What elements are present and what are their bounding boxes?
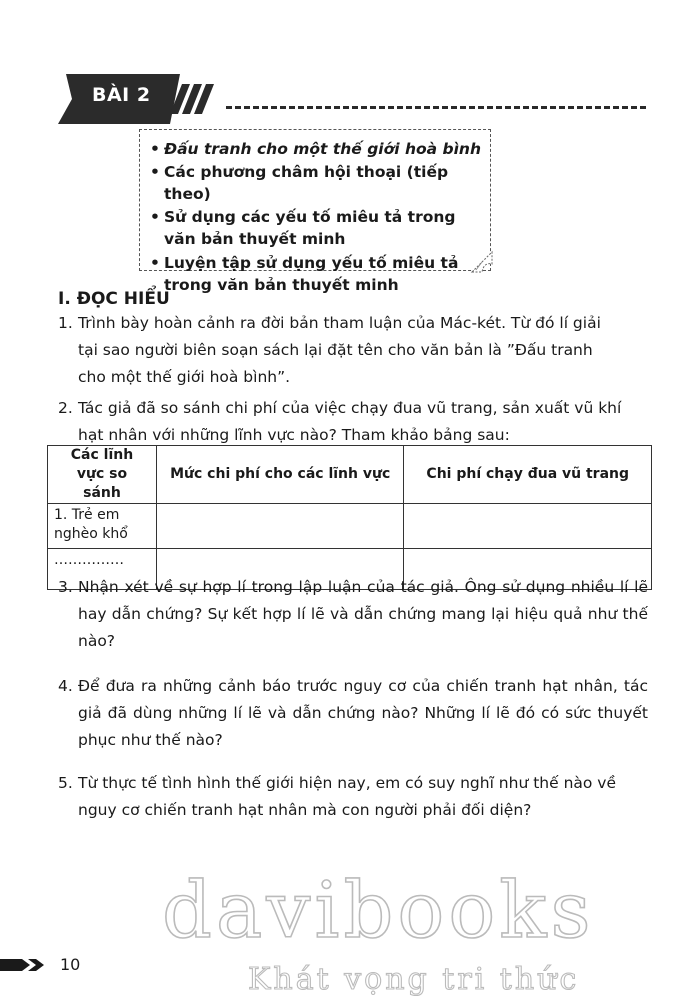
question-number: 1. [58,314,73,332]
question-number: 2. [58,399,73,417]
table-cell [156,504,404,549]
question-2 [58,395,628,449]
topic-item: • Đấu tranh cho một thế giới hoà bình [150,140,481,158]
lesson-label: BÀI 2 [92,84,151,106]
double-chevron-icon [0,957,52,973]
table-header-row [48,446,652,504]
watermark-tagline: Khát vọng tri thức [248,962,580,997]
table-row [48,504,652,549]
topic-item: • Sử dụng các yếu tố miêu tả trong văn bản thuyết minh [150,207,456,248]
question-1 [58,310,618,391]
page-curl-icon [470,250,494,274]
question-text: Từ thực tế tình hình thế giới hiện nay, em có suy nghĩ như thế nào về nguy cơ chiến tranh hạt nhân mà con người phải đối diện? [78,774,617,819]
header-divider [226,106,646,109]
topic-item: • Luyện tập sử dụng yếu tố miêu tả trong văn bản thuyết minh [150,253,459,294]
lesson-topics-box [139,129,491,294]
column-header: Chi phí chạy đua vũ trang [404,446,652,504]
page-number: 10 [60,955,81,974]
question-text: Trình bày hoàn cảnh ra đời bản tham luận của Mác-két. Từ đó lí giải tại sao người biên soạn sách lại đặt tên cho văn bản là ”Đấu tranh cho một thế giới hoà bình”. [78,314,601,386]
question-number: 5. [58,774,73,792]
question-3 [58,574,648,655]
question-text: Tác giả đã so sánh chi phí của việc chạy đua vũ trang, sản xuất vũ khí hạt nhân với những lĩnh vực nào? Tham khảo bảng sau: [78,399,622,444]
topic-item: • Các phương châm hội thoại (tiếp theo) [150,162,449,203]
table-cell: 1. Trẻ em nghèo khổ [48,504,157,549]
column-header: Mức chi phí cho các lĩnh vực [156,446,404,504]
question-text: Nhận xét về sự hợp lí trong lập luận của tác giả. Ông sử dụng nhiều lí lẽ hay dẫn chứng? Sự kết hợp lí lẽ và dẫn chứng mang lại hiệu quả như thế nào? [78,578,648,650]
watermark-brand: davibooks [162,866,595,956]
table-cell [404,504,652,549]
comparison-table [47,445,652,590]
column-header: Các lĩnh vực so sánh [48,446,157,504]
question-number: 3. [58,578,73,596]
question-text: Để đưa ra những cảnh báo trước nguy cơ của chiến tranh hạt nhân, tác giả đã dùng những lí lẽ và dẫn chứng nào? Những lí lẽ đó có sức thuyết phục như thế nào? [78,677,648,749]
section-title: I. ĐỌC HIỂU [58,289,170,309]
question-4 [58,673,648,754]
table-cell: …………… [48,549,157,590]
question-5 [58,770,648,824]
question-number: 4. [58,677,73,695]
